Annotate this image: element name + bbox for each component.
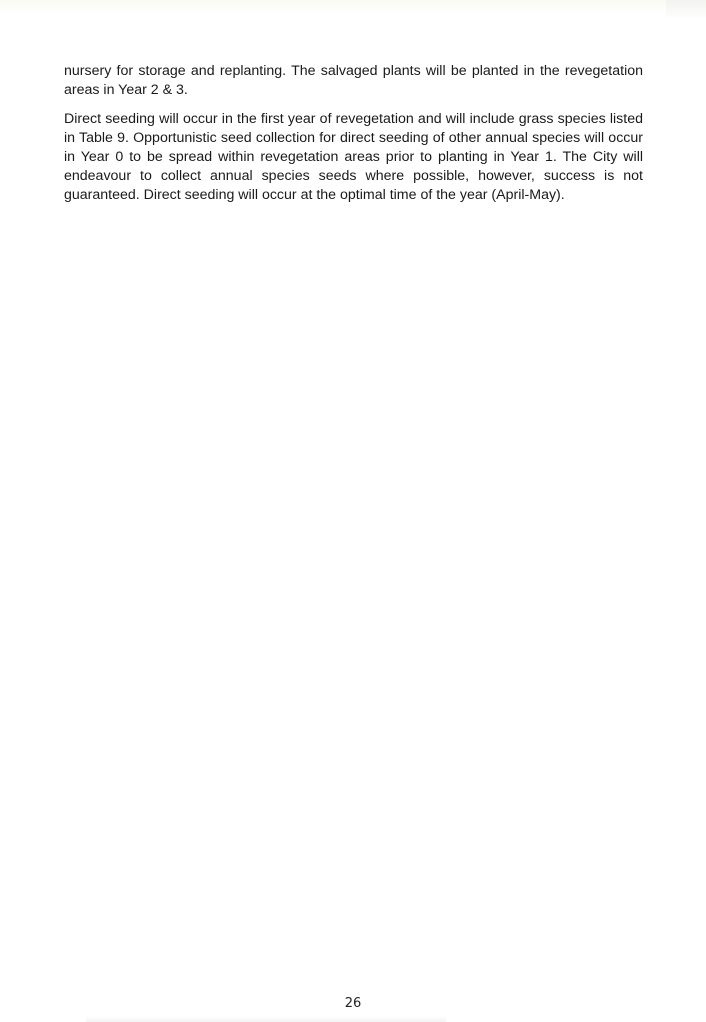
paragraph-direct-seeding: Direct seeding will occur in the first year of revegetation and will include grass species listed in Table 9. Opportunistic seed collection for direct seeding of other annual species will occur in Year 0 to be spread within revegetation areas prior to planting in Year 1. The City will endeavour to collect annual species seeds where possible, however, success is not guaranteed. Direct seeding will occur at the optimal time of the year (April-May).	[64, 111, 643, 203]
page-number: 26	[344, 996, 362, 1011]
page-bottom-edge	[86, 1016, 446, 1022]
body-text	[64, 62, 643, 215]
paragraph-salvaged-plants: nursery for storage and replanting. The salvaged plants will be planted in the revegetation areas in Year 2 & 3.	[64, 63, 643, 98]
page-top-edge	[0, 0, 706, 14]
page-corner-shadow	[666, 0, 706, 20]
